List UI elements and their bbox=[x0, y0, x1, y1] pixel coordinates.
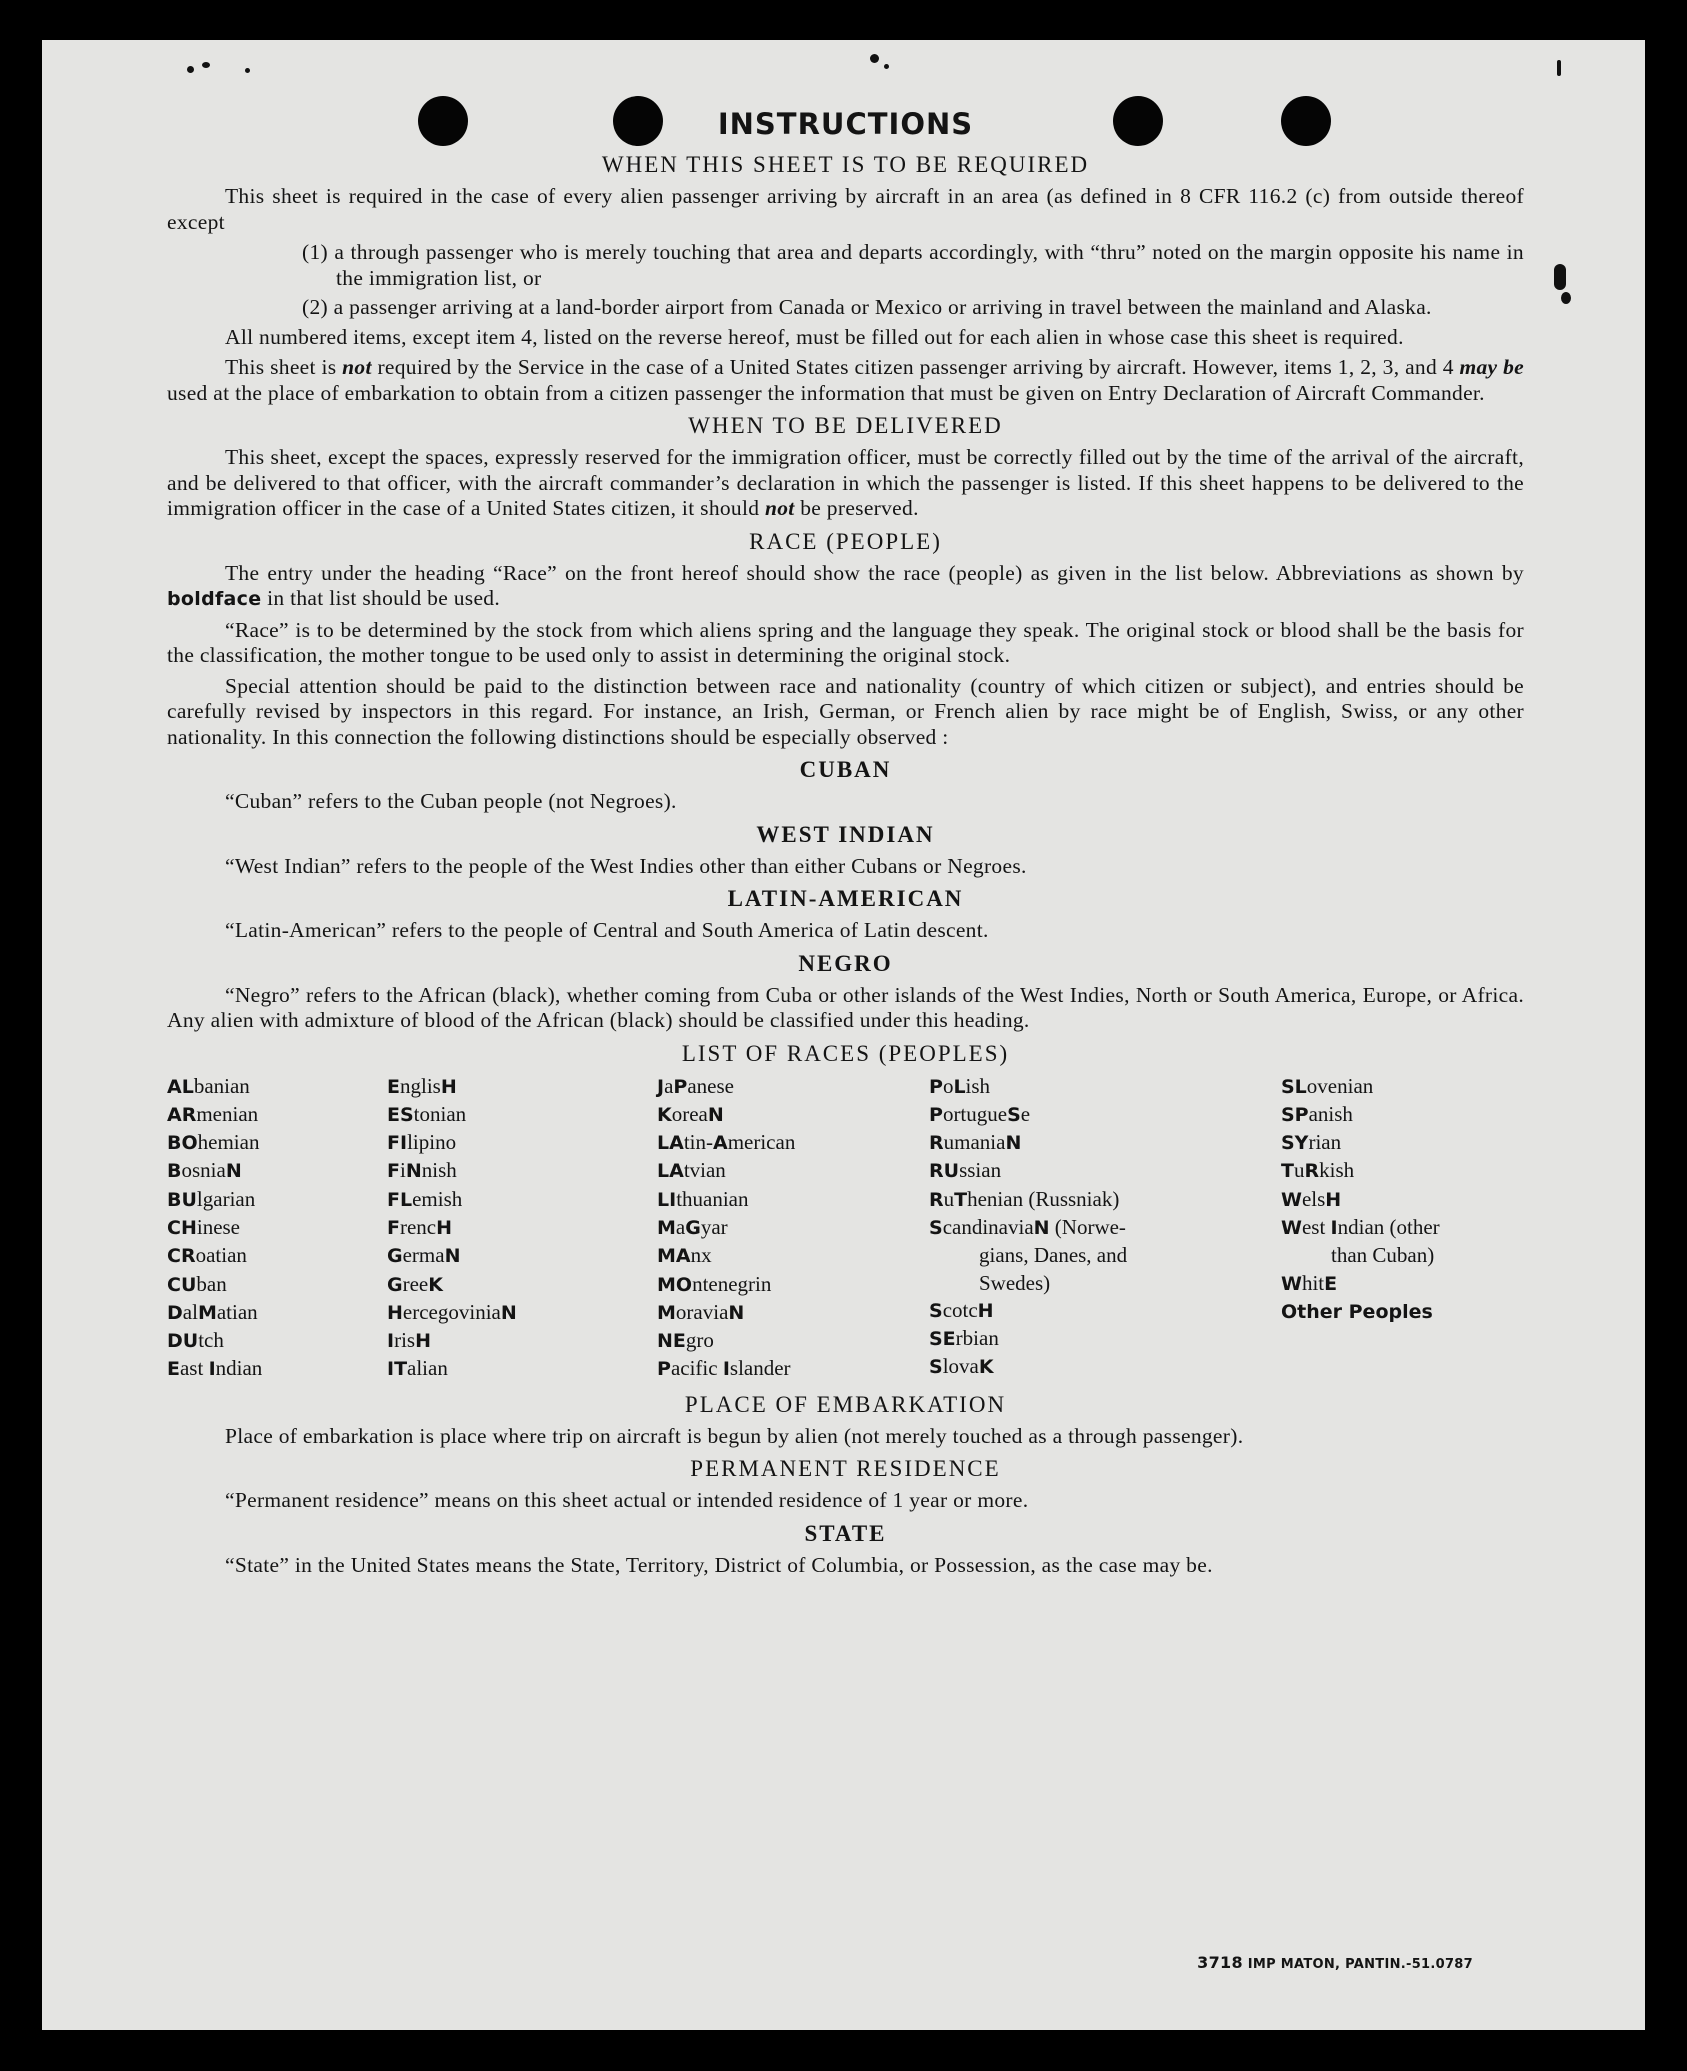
race-entry: LAtin-American bbox=[657, 1130, 796, 1155]
race-entry: MOntenegrin bbox=[657, 1271, 772, 1296]
race-entry: MaGyar bbox=[657, 1214, 728, 1239]
race-entry: GermaN bbox=[387, 1243, 461, 1268]
race-entry: LIthuanian bbox=[657, 1186, 749, 1211]
race-entry: EStonian bbox=[387, 1101, 467, 1126]
heading-when-delivered: WHEN TO BE DELIVERED bbox=[688, 413, 1003, 438]
races-column bbox=[387, 1073, 657, 1384]
race-entry: SlovaK bbox=[929, 1354, 994, 1379]
race-entry: BUlgarian bbox=[167, 1186, 256, 1211]
page-title: INSTRUCTIONS bbox=[717, 107, 974, 141]
race-entry: SPanish bbox=[1281, 1101, 1353, 1126]
speck bbox=[187, 66, 194, 73]
speck bbox=[1557, 60, 1561, 76]
races-list bbox=[167, 1073, 1524, 1384]
race-entry: RuThenian (Russniak) bbox=[929, 1186, 1120, 1211]
paragraph-embarkation: Place of embarkation is place where trip on aircraft is begun by alien (not merely touched as a through passenger). bbox=[225, 1423, 1244, 1448]
race-entry: gians, Danes, and bbox=[979, 1243, 1128, 1268]
heading-state: STATE bbox=[804, 1520, 887, 1546]
speck bbox=[884, 64, 889, 69]
race-entry: West Indian (other bbox=[1281, 1214, 1440, 1239]
paragraph-negro: “Negro” refers to the African (black), whether coming from Cuba or other islands of the West Indies, North or South America, Europe, or Africa. Any alien with admixture of blood of the African (black) should be classified under this heading. bbox=[167, 982, 1524, 1032]
race-entry: SErbian bbox=[929, 1326, 999, 1351]
exception-item-1: (1) a through passenger who is merely touching that area and departs accordingly, with “thru” noted on the margin opposite his name in the immigration list, or bbox=[302, 240, 1524, 290]
paragraph-west-indian: “West Indian” refers to the people of the West Indies other than either Cubans or Negroes. bbox=[225, 853, 1027, 878]
heading-latin-american: LATIN-AMERICAN bbox=[727, 886, 964, 911]
race-entry: PoLish bbox=[929, 1073, 991, 1098]
paragraph-citizen: This sheet is not required by the Service in the case of a United States citizen passenger arriving by aircraft. However, items 1, 2, 3, and 4 may be used at the place of embarkation to obtain from a citizen passenger the information that must be given on Entry Declaration of Aircraft Commander. bbox=[167, 355, 1524, 405]
document-page bbox=[42, 40, 1645, 2030]
race-entry: CUban bbox=[167, 1271, 227, 1296]
race-entry: FLemish bbox=[387, 1186, 463, 1211]
races-column bbox=[657, 1073, 929, 1384]
exception-item-2: (2) a passenger arriving at a land-border airport from Canada or Mexico or arriving in travel between the mainland and Alaska. bbox=[302, 295, 1432, 319]
race-entry: WelsH bbox=[1281, 1186, 1342, 1211]
race-entry: SLovenian bbox=[1281, 1073, 1374, 1098]
race-entry: Pacific Islander bbox=[657, 1356, 791, 1381]
race-entry: than Cuban) bbox=[1331, 1243, 1435, 1268]
races-column bbox=[929, 1073, 1281, 1384]
race-entry: FIlipino bbox=[387, 1130, 457, 1155]
races-column bbox=[1281, 1073, 1524, 1384]
speck bbox=[1554, 264, 1566, 290]
race-entry: IrisH bbox=[387, 1328, 431, 1353]
heading-west-indian: WEST INDIAN bbox=[756, 821, 935, 847]
paragraph-delivered: This sheet, except the spaces, expressly reserved for the immigration officer, must be correctly filled out by the time of the arrival of the aircraft, and be delivered to that officer, with the aircraft commander’s declaration in which the passenger is listed. If this sheet happens to be delivered to the immigration officer in the case of a United States citizen, it should not be preserved. bbox=[167, 445, 1524, 520]
paragraph-state: “State” in the United States means the State, Territory, District of Columbia, or Possession, as the case may be. bbox=[225, 1552, 1213, 1577]
race-entry: Other Peoples bbox=[1281, 1300, 1433, 1323]
heading-list-of-races: LIST OF RACES (PEOPLES) bbox=[681, 1040, 1010, 1066]
race-entry: FiNnish bbox=[387, 1158, 457, 1183]
speck bbox=[245, 68, 250, 73]
race-entry: JaPanese bbox=[657, 1073, 734, 1098]
race-entry: TuRkish bbox=[1281, 1158, 1355, 1183]
race-entry: Swedes) bbox=[979, 1270, 1051, 1295]
heading-embarkation: PLACE OF EMBARKATION bbox=[684, 1391, 1007, 1417]
race-entry: BosniaN bbox=[167, 1158, 242, 1183]
race-entry: BOhemian bbox=[167, 1130, 260, 1155]
race-entry: NEgro bbox=[657, 1328, 714, 1353]
race-entry: RUssian bbox=[929, 1158, 1002, 1183]
race-entry: WhitE bbox=[1281, 1270, 1338, 1295]
paragraph-latin-american: “Latin-American” refers to the people of Central and South America of Latin descent. bbox=[225, 918, 989, 942]
paragraph-race-nationality: Special attention should be paid to the distinction between race and nationality (country of which citizen or subject), and entries should be carefully revised by inspectors in this regard. For instance, an Irish, German, or French alien by race might be of English, Swiss, or any other nationality. In this connection the following distinctions should be especially observed : bbox=[167, 673, 1524, 749]
paragraph-race-stock: “Race” is to be determined by the stock from which aliens spring and the language they speak. The original stock or blood shall be the basis for the classification, the mother tongue to be used only to assist in determining the original stock. bbox=[167, 617, 1524, 667]
race-entry: HercegoviniaN bbox=[387, 1299, 517, 1324]
heading-race: RACE (PEOPLE) bbox=[749, 528, 942, 554]
race-entry: ARmenian bbox=[167, 1101, 259, 1126]
race-entry: SYrian bbox=[1281, 1130, 1342, 1155]
race-entry: RumaniaN bbox=[929, 1130, 1022, 1155]
race-entry: PortugueSe bbox=[929, 1101, 1031, 1126]
exception-list bbox=[167, 240, 1524, 321]
heading-cuban: CUBAN bbox=[799, 757, 892, 782]
heading-permanent-residence: PERMANENT RESIDENCE bbox=[690, 1456, 1001, 1482]
race-entry: ITalian bbox=[387, 1356, 448, 1381]
paragraph-permanent-residence: “Permanent residence” means on this sheet actual or intended residence of 1 year or more. bbox=[225, 1488, 1029, 1513]
race-entry: DalMatian bbox=[167, 1299, 258, 1324]
race-entry: MAnx bbox=[657, 1243, 712, 1268]
race-entry: DUtch bbox=[167, 1328, 224, 1353]
races-column bbox=[167, 1073, 387, 1384]
race-entry: EnglisH bbox=[387, 1073, 457, 1098]
race-entry: ScandinaviaN (Norwe- bbox=[929, 1214, 1126, 1239]
race-entry: GreeK bbox=[387, 1271, 443, 1296]
paragraph-numbered-items: All numbered items, except item 4, listed on the reverse hereof, must be filled out for each alien in whose case this sheet is required. bbox=[225, 324, 1404, 349]
speck bbox=[1561, 292, 1571, 304]
race-entry: FrencH bbox=[387, 1214, 453, 1239]
heading-negro: NEGRO bbox=[798, 950, 893, 976]
race-entry: KoreaN bbox=[657, 1101, 724, 1126]
heading-when-required: WHEN THIS SHEET IS TO BE REQUIRED bbox=[601, 152, 1090, 177]
race-entry: ScotcH bbox=[929, 1297, 994, 1322]
race-entry: ALbanian bbox=[167, 1073, 250, 1098]
race-entry: MoraviaN bbox=[657, 1299, 745, 1324]
race-entry: East Indian bbox=[167, 1356, 263, 1381]
speck bbox=[870, 54, 879, 63]
printer-imprint: 3718 IMP MATON, PANTIN.-51.0787 bbox=[1197, 1953, 1473, 1972]
paragraph-cuban: “Cuban” refers to the Cuban people (not Negroes). bbox=[225, 789, 677, 813]
race-entry: LAtvian bbox=[657, 1158, 726, 1183]
paragraph-race-entry: The entry under the heading “Race” on the front hereof should show the race (people) as given in the list below. Abbreviations as shown by boldface in that list should be used. bbox=[167, 560, 1524, 610]
race-entry: CRoatian bbox=[167, 1243, 247, 1268]
race-entry: CHinese bbox=[167, 1214, 241, 1239]
speck bbox=[202, 62, 210, 68]
paragraph-required: This sheet is required in the case of every alien passenger arriving by aircraft in an area (as defined in 8 CFR 116.2 (c) from outside thereof except bbox=[167, 184, 1524, 234]
instructions-content bbox=[167, 106, 1524, 1583]
